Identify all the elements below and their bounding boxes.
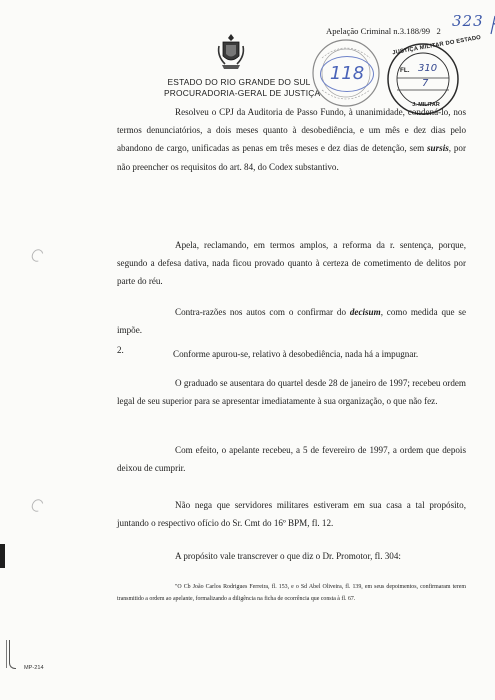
- justice-stamp-field-label: FL.: [400, 67, 410, 74]
- paragraph-6-text: Com efeito, o apelante recebeu, a 5 de fevereiro de 1997, a ordem que depois deixou de cumprir.: [117, 445, 466, 474]
- paragraph-1-text: Resolveu o CPJ da Auditoria de Passo Fundo, à unanimidade, condená-lo, nos termos denunciatórios, a dois meses quanto à desobediência, e um mês e dez dias pelo abandono de cargo, unificadas as penas em três meses e dez dias de detenção, sem: [117, 107, 466, 154]
- case-reference: Apelação Criminal n.3.188/99: [326, 26, 431, 36]
- paragraph-appeal: [117, 236, 466, 291]
- quoted-footnote: "O Cb João Carlos Rodrigues Ferreira, fl. 153, e o Sd Abel Oliveira, fl. 139, em seus depoimentos, confirmaram terem transmitido a ordem ao apelante, formalizando a diligência na ficha de ocorrência que consta à fl. 67.: [117, 584, 466, 602]
- case-reference-line: [326, 26, 441, 36]
- state-coat-of-arms-icon: [216, 32, 246, 72]
- punch-hole-icon: [29, 247, 45, 264]
- agency-name: PROCURADORIA-GERAL DE JUSTIÇA: [164, 88, 321, 98]
- paragraph-order-received: [117, 441, 466, 477]
- margin-ink-stroke: [9, 640, 16, 669]
- paragraph-prosecutor-quote-intro: [117, 547, 466, 565]
- justice-stamp-bottom-text: J. MILITAR: [412, 102, 440, 108]
- handwritten-folio: [452, 12, 495, 38]
- paragraph-1-tail: , por não preencher os requisitos do art. 84, do Codex substantivo.: [117, 143, 466, 172]
- paragraph-7-text: Não nega que servidores militares estiveram em sua casa a tal propósito, juntando o respectivo ofício do Sr. Cmt do 16º BPM, fl. 12.: [117, 500, 466, 529]
- paragraph-3-tail: , como medida que se impõe.: [117, 307, 466, 336]
- paragraph-absence: [117, 374, 466, 410]
- state-name: ESTADO DO RIO GRANDE DO SUL: [167, 77, 311, 87]
- paragraph-disobedience: Conforme apurou-se, relativo à desobediência, nada há a impugnar.: [173, 349, 419, 359]
- paragraph-8-text: A propósito vale transcrever o que diz o Dr. Promotor, fl. 304:: [175, 551, 401, 561]
- paragraph-5-text: O graduado se ausentara do quartel desde 28 de janeiro de 1997; recebeu ordem legal de seu superior para se apresentar imediatamente à sua organização, o que não fez.: [117, 378, 466, 407]
- paragraph-2-text: Apela, reclamando, em termos amplos, a reforma da r. sentença, porque, segundo a defesa dativa, nada ficou provado quanto à certeza de cometimento de delitos por parte do réu.: [117, 240, 466, 287]
- justice-stamp-sheet-number: 310: [418, 63, 438, 74]
- scan-edge-line: [6, 640, 7, 668]
- paragraph-sentence-summary: [117, 103, 466, 176]
- punch-hole-icon: [29, 497, 45, 514]
- section-number: 2.: [117, 345, 124, 355]
- handwritten-signature-icon: [489, 12, 495, 38]
- paragraph-military-visit: [117, 496, 466, 532]
- paragraph-counter-arguments: [117, 303, 466, 339]
- justice-stamp-mark: 7: [422, 78, 429, 89]
- letterhead: [164, 77, 321, 99]
- form-code: MP-214: [24, 665, 44, 671]
- court-stamp-sheet-number: 118: [320, 56, 374, 92]
- scan-edge-mark: [0, 544, 5, 568]
- page-number: 2: [436, 26, 441, 36]
- paragraph-3-text: Contra-razões nos autos com o confirmar do: [175, 307, 350, 317]
- decisum-term: decisum: [349, 307, 381, 317]
- sursis-term: sursis: [427, 143, 449, 154]
- handwritten-folio-number: 323: [452, 12, 484, 30]
- justice-stamp-top-text: JUSTIÇA MILITAR DO ESTADO: [391, 34, 482, 57]
